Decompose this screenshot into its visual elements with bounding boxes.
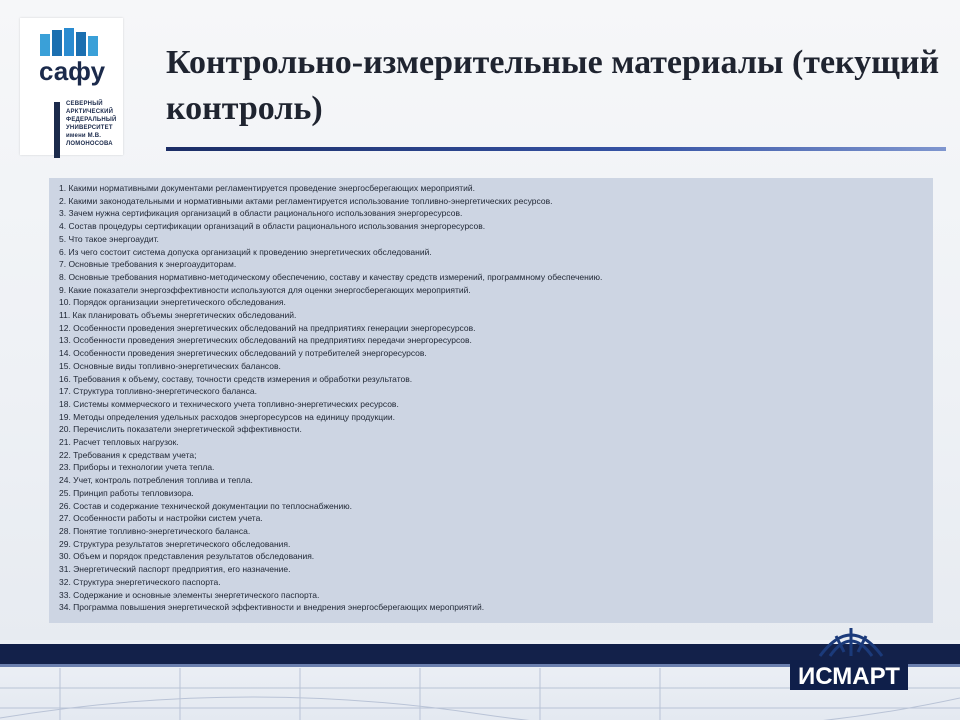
list-item: 12. Особенности проведения энергетических обследований на предприятиях генерации энергоресурсов. <box>59 322 476 333</box>
questions-panel <box>49 178 933 623</box>
list-item: 23. Приборы и технологии учета тепла. <box>59 462 215 473</box>
safu-logo-icon <box>32 28 112 98</box>
list-item: 1. Какими нормативными документами регламентируется проведение энергосберегающих мероприятий. <box>59 183 475 193</box>
list-item: 14. Особенности проведения энергетических обследований у потребителей энергоресурсов. <box>59 348 427 359</box>
questions-list <box>59 182 923 614</box>
list-item: 13. Особенности проведения энергетических обследований на предприятиях передачи энергоресурсов. <box>59 335 472 346</box>
list-item: 11. Как планировать объемы энергетических обследований. <box>59 310 297 321</box>
list-item: 6. Из чего состоит система допуска организаций к проведению энергетических обследований. <box>59 246 432 257</box>
list-item: 4. Состав процедуры сертификации организаций в области рационального использования энергоресурсов. <box>59 221 486 232</box>
list-item: 16. Требования к объему, составу, точности средств измерения и обработки результатов. <box>59 373 413 384</box>
list-item: 34. Программа повышения энергетической эффективности и внедрения энергосберегающих мероприятий. <box>59 602 485 613</box>
list-item: 28. Понятие топливно-энергетического баланса. <box>59 525 251 536</box>
list-item: 10. Порядок организации энергетического обследования. <box>59 297 286 308</box>
ismart-logo <box>776 622 926 700</box>
list-item: 5. Что такое энергоаудит. <box>59 233 159 244</box>
list-item: 9. Какие показатели энергоэффективности используются для оценки энергосберегающих мероприятий. <box>59 284 471 295</box>
ship-wheel-icon <box>820 628 882 656</box>
list-item: 20. Перечислить показатели энергетической эффективности. <box>59 424 302 435</box>
university-logo <box>20 18 123 155</box>
list-item: 19. Методы определения удельных расходов энергоресурсов на единицу продукции. <box>59 411 395 422</box>
university-name: СЕВЕРНЫЙ АРКТИЧЕСКИЙ ФЕДЕРАЛЬНЫЙ УНИВЕРСИТЕТ имени М.В. ЛОМОНОСОВА <box>66 101 117 147</box>
list-item: 15. Основные виды топливно-энергетических балансов. <box>59 360 281 371</box>
list-item: 26. Состав и содержание технической документации по теплоснабжению. <box>59 500 352 511</box>
page-title: Контрольно-измерительные материалы (текущий контроль) <box>166 44 940 127</box>
list-item: 25. Принцип работы тепловизора. <box>59 487 194 498</box>
list-item: 17. Структура топливно-энергетического баланса. <box>59 386 258 397</box>
list-item: 27. Особенности работы и настройки систем учета. <box>59 513 263 524</box>
title-underline <box>166 147 946 151</box>
list-item: 21. Расчет тепловых нагрузок. <box>59 437 179 448</box>
list-item: 2. Какими законодательными и нормативными актами регламентируется использование топливно-энергетических ресурсов. <box>59 195 553 206</box>
list-item: 33. Содержание и основные элементы энергетического паспорта. <box>59 589 320 600</box>
list-item: 3. Зачем нужна сертификация организаций в области рационального использования энергоресурсов. <box>59 208 463 219</box>
list-item: 18. Системы коммерческого и технического учета топливно-энергетических ресурсов. <box>59 398 399 409</box>
list-item: 24. Учет, контроль потребления топлива и тепла. <box>59 475 253 486</box>
ismart-brand-text: ИСМАРТ <box>798 663 900 690</box>
list-item: 30. Объем и порядок представления результатов обследования. <box>59 551 315 562</box>
list-item: 22. Требования к средствам учета; <box>59 449 197 460</box>
logo-bar <box>54 102 60 158</box>
logo-brand-text: сафу <box>38 56 106 86</box>
list-item: 29. Структура результатов энергетического обследования. <box>59 538 291 549</box>
list-item: 7. Основные требования к энергоаудиторам. <box>59 259 237 270</box>
list-item: 31. Энергетический паспорт предприятия, его назначение. <box>59 564 291 575</box>
list-item: 8. Основные требования нормативно-методическому обеспечению, составу и качеству средств измерений, программному обеспечению. <box>59 271 603 282</box>
list-item: 32. Структура энергетического паспорта. <box>59 576 221 587</box>
